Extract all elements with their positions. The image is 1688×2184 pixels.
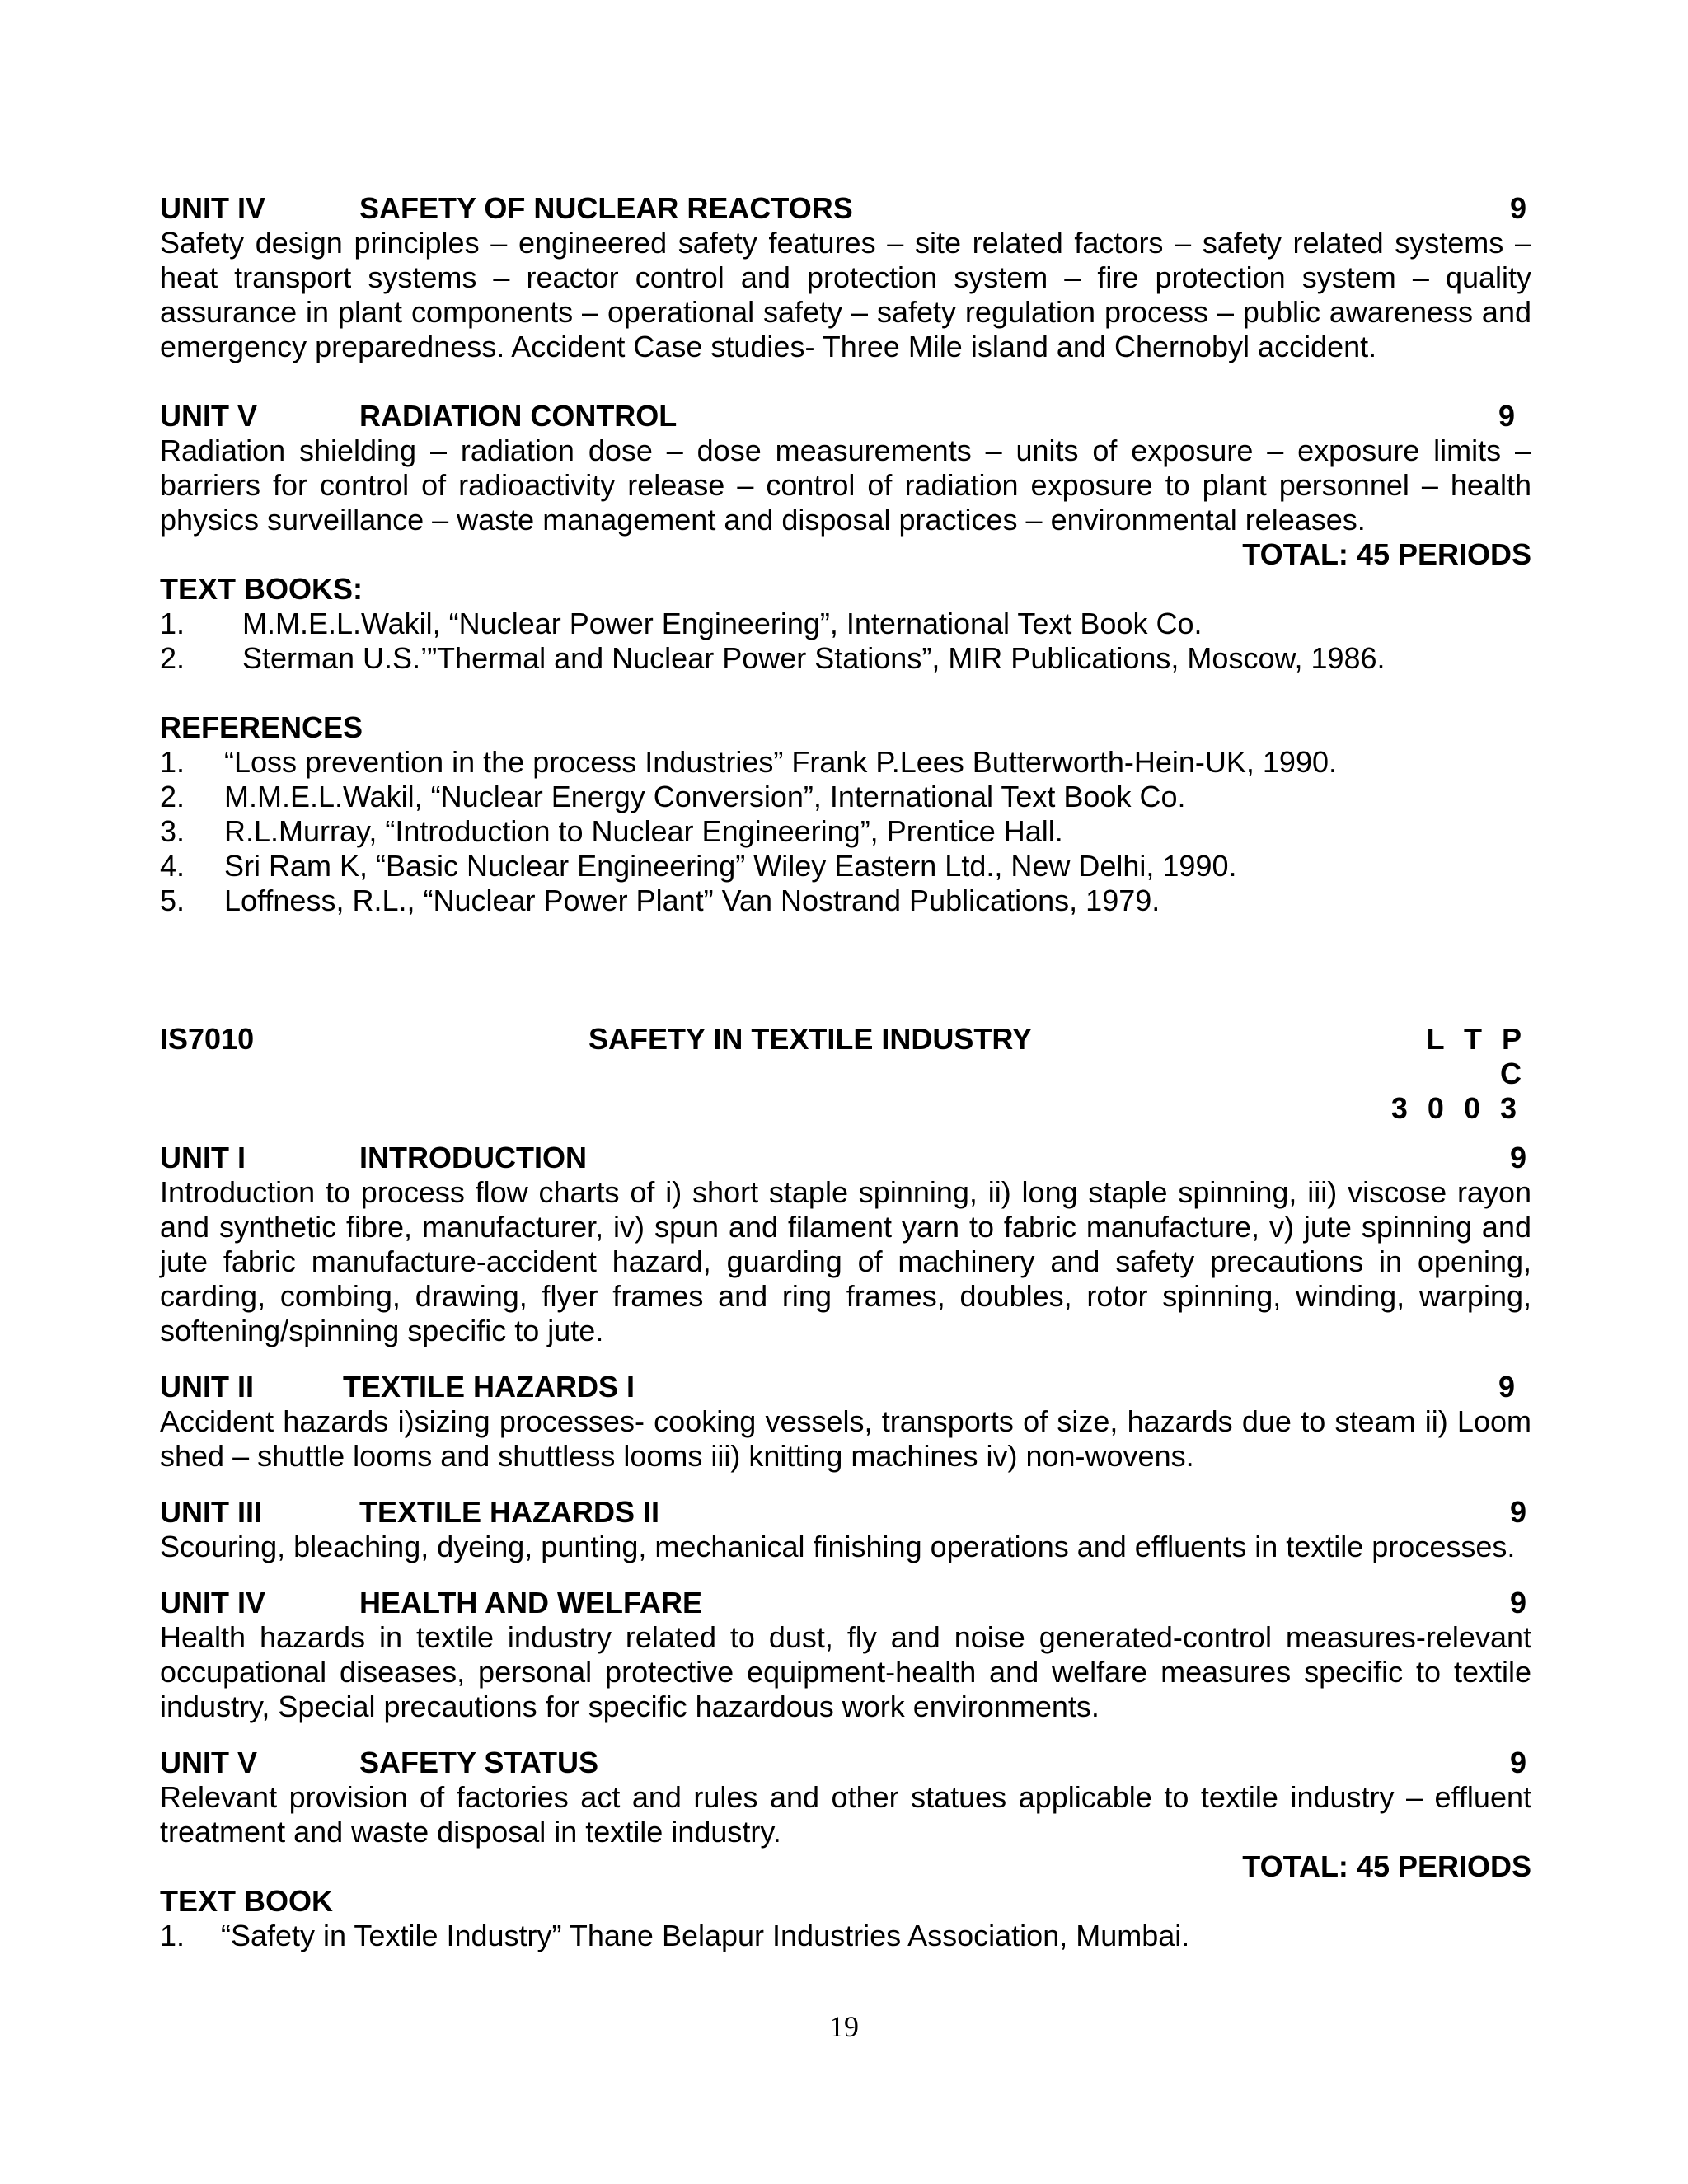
unit-hours: 9 (1509, 1495, 1526, 1529)
unit-label: UNIT IV (160, 191, 266, 225)
unit-title: RADIATION CONTROL (359, 399, 678, 433)
references-list (160, 745, 1531, 918)
unit-header (160, 1141, 1531, 1175)
list-number: 3. (160, 814, 185, 848)
list-number: 1. (160, 1919, 185, 1952)
course-title: SAFETY IN TEXTILE INDUSTRY (588, 1022, 1033, 1056)
list-number: 2. (160, 641, 185, 675)
unit-title: TEXTILE HAZARDS I (343, 1370, 635, 1404)
unit-label: UNIT I (160, 1141, 246, 1174)
textbooks-list (160, 607, 1531, 676)
list-item (160, 849, 1531, 883)
list-number: 2. (160, 780, 185, 813)
list-text: Loffness, R.L., “Nuclear Power Plant” Van Nostrand Publications, 1979. (224, 883, 1160, 917)
unit-title: SAFETY OF NUCLEAR REACTORS (359, 191, 853, 225)
list-item (160, 745, 1531, 780)
list-text: “Safety in Textile Industry” Thane Belapur Industries Association, Mumbai. (221, 1919, 1190, 1952)
unit-label: UNIT V (160, 1746, 258, 1779)
ltpc-header: L T P C (1426, 1022, 1523, 1090)
unit-body: Safety design principles – engineered safety features – site related factors – safety related systems – heat transport systems – reactor control and protection system – fire protection system – quality assurance in plant components – operational safety – safety regulation process – public awareness and emergency preparedness. Accident Case studies- Three Mile island and Chernobyl accident. (160, 226, 1531, 363)
page-number: 19 (829, 2010, 859, 2043)
unit-hours: 9 (1498, 1370, 1515, 1404)
unit-label: UNIT V (160, 399, 258, 433)
unit-header (160, 1495, 1531, 1530)
unit-hours: 9 (1509, 1586, 1526, 1619)
list-text: “Loss prevention in the process Industries” Frank P.Lees Butterworth-Hein-UK, 1990. (224, 745, 1337, 779)
list-item (160, 607, 1531, 641)
unit-hours: 9 (1498, 399, 1515, 433)
list-number: 4. (160, 849, 185, 883)
unit-title: HEALTH AND WELFARE (359, 1586, 702, 1619)
list-item (160, 883, 1531, 918)
unit-header (160, 1370, 1531, 1404)
list-number: 1. (160, 745, 185, 779)
unit-label: UNIT IV (160, 1586, 266, 1619)
unit-label: UNIT II (160, 1370, 254, 1404)
unit-hours: 9 (1509, 191, 1526, 225)
unit-header (160, 399, 1531, 434)
textbook-list (160, 1919, 1531, 1953)
list-text: M.M.E.L.Wakil, “Nuclear Energy Conversion”, International Text Book Co. (224, 780, 1186, 813)
unit-body: Introduction to process flow charts of i) short staple spinning, ii) long staple spinning, iii) viscose rayon and synthetic fibre, manufacturer, iv) spun and filament yarn to fabric manufacture, v) jute spinning and jute fabric manufacture-accident hazard, guarding of machinery and safety precautions in opening, carding, combing, drawing, flyer frames and ring frames, doubles, rotor spinning, winding, warping, softening/spinning specific to jute. (160, 1175, 1531, 1347)
unit-body: Scouring, bleaching, dyeing, punting, mechanical finishing operations and effluents in textile processes. (160, 1530, 1516, 1563)
unit-header (160, 1746, 1531, 1780)
list-text: Sterman U.S.’”Thermal and Nuclear Power Stations”, MIR Publications, Moscow, 1986. (242, 641, 1386, 675)
list-item (160, 641, 1531, 676)
unit-title: INTRODUCTION (359, 1141, 587, 1174)
list-text: Sri Ram K, “Basic Nuclear Engineering” Wiley Eastern Ltd., New Delhi, 1990. (224, 849, 1237, 883)
unit-body: Relevant provision of factories act and rules and other statues applicable to textile industry – effluent treatment and waste disposal in textile industry. (160, 1780, 1531, 1849)
list-number: 5. (160, 883, 185, 917)
unit-hours: 9 (1509, 1141, 1526, 1174)
unit-header (160, 191, 1531, 226)
list-text: M.M.E.L.Wakil, “Nuclear Power Engineering”, International Text Book Co. (242, 607, 1203, 640)
unit-hours: 9 (1509, 1746, 1526, 1779)
textbook-heading: TEXT BOOK (160, 1884, 334, 1918)
ltpc-values: 3 0 0 3 (1390, 1091, 1518, 1125)
list-text: R.L.Murray, “Introduction to Nuclear Engineering”, Prentice Hall. (224, 814, 1063, 848)
list-item (160, 1919, 1531, 1953)
unit-title: TEXTILE HAZARDS II (359, 1495, 660, 1529)
list-number: 1. (160, 607, 185, 640)
unit-body: Radiation shielding – radiation dose – dose measurements – units of exposure – exposure limits – barriers for control of radioactivity release – control of radiation exposure to plant personnel – health physics surveillance – waste management and disposal practices – environmental releases. (160, 434, 1531, 537)
unit-label: UNIT III (160, 1495, 262, 1529)
unit-body: Health hazards in textile industry related to dust, fly and noise generated-control measures-relevant occupational diseases, personal protective equipment-health and welfare measures specific to textile industry, Special precautions for specific hazardous work environments. (160, 1620, 1531, 1723)
document-page (160, 191, 1531, 1953)
references-heading: REFERENCES (160, 710, 363, 744)
list-item (160, 814, 1531, 849)
course-header (160, 1022, 1531, 1091)
unit-body: Accident hazards i)sizing processes- cooking vessels, transports of size, hazards due to steam ii) Loom shed – shuttle looms and shuttless looms iii) knitting machines iv) non-wovens. (160, 1404, 1531, 1473)
list-item (160, 780, 1531, 814)
course-code: IS7010 (160, 1022, 255, 1056)
total-periods: TOTAL: 45 PERIODS (1242, 537, 1531, 571)
unit-header (160, 1586, 1531, 1620)
unit-title: SAFETY STATUS (359, 1746, 599, 1779)
total-periods: TOTAL: 45 PERIODS (1242, 1849, 1531, 1883)
textbooks-heading: TEXT BOOKS: (160, 572, 363, 606)
